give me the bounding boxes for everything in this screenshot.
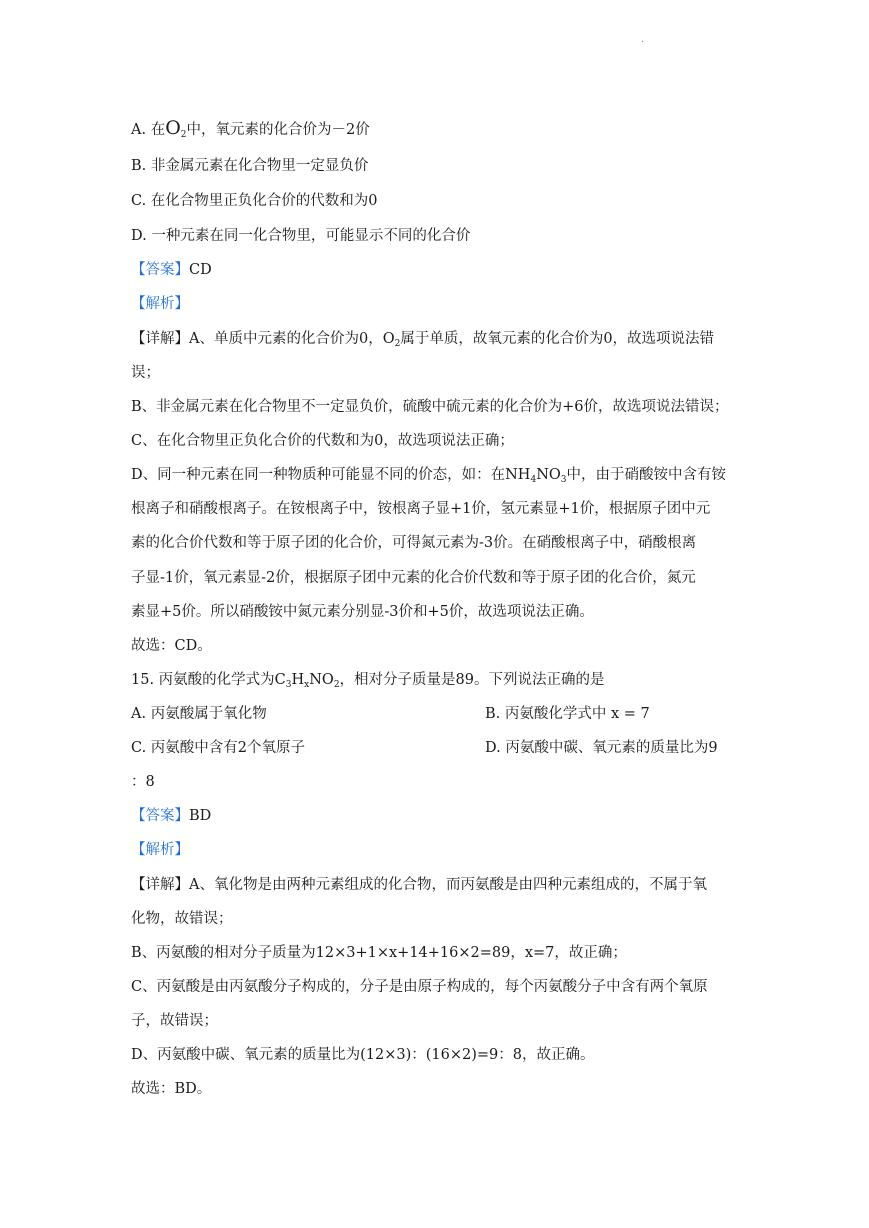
detail-line-1-cont: 误；	[131, 365, 160, 381]
q15-detail-line-3: C、丙氨酸是由丙氨酸分子构成的，分子是由原子构成的，每个丙氨酸分子中含有两个氧原	[131, 979, 708, 995]
choose-line: 故选：CD。	[131, 638, 212, 654]
detail-line-2: B、非金属元素在化合物里不一定显负价，硫酸中硫元素的化合价为+6价，故选项说法错误；	[131, 399, 729, 415]
q15-option-a: A. 丙氨酸属于氧化物	[131, 706, 267, 722]
q15-option-b: B. 丙氨酸化学式中 x = 7	[485, 706, 650, 722]
question-text: ，相对分子质量是89。下列说法正确的是	[339, 672, 605, 688]
answer-tag: 【答案】	[131, 808, 189, 824]
subscript: 3	[285, 680, 292, 690]
q15-answer-line	[131, 806, 211, 826]
answer-value: CD	[189, 262, 212, 278]
detail-text: NO	[536, 467, 561, 483]
detail-text: A、氧化物是由两种元素组成的化合物，而丙氨酸是由四种元素组成的，不属于氧	[189, 877, 707, 893]
detail-text: D、同一种元素在同一种物质种可能显不同的价态，如：在NH	[131, 467, 531, 483]
question-15	[131, 670, 605, 690]
q15-option-c: C. 丙氨酸中含有2个氧原子	[131, 740, 306, 756]
detail-line-8: 素显+5价。所以硝酸铵中氮元素分别显-3价和+5价，故选项说法正确。	[131, 604, 594, 620]
detail-text: A、单质中元素的化合价为0，O	[189, 331, 395, 347]
option-a-prefix: A. 在	[131, 122, 166, 138]
option-a	[131, 118, 370, 140]
q15-analysis-tag	[131, 840, 189, 860]
subscript: 2	[180, 130, 187, 140]
answer-value: BD	[189, 808, 212, 824]
analysis-label: 【解析】	[131, 296, 189, 312]
option-b: B. 非金属元素在化合物里一定显负价	[131, 158, 369, 174]
q15-choose-line: 故选：BD。	[131, 1081, 212, 1097]
detail-text: 属于单质，故氧元素的化合价为0，故选项说法错	[400, 331, 715, 347]
subscript: 2	[394, 339, 401, 349]
detail-tag: 【详解】	[131, 331, 189, 347]
question-text: NO	[309, 672, 334, 688]
q15-option-d: D. 丙氨酸中碳、氧元素的质量比为9	[485, 740, 718, 756]
answer-tag: 【答案】	[131, 262, 189, 278]
analysis-tag	[131, 294, 189, 314]
detail-tag: 【详解】	[131, 877, 189, 893]
answer-line	[131, 260, 212, 280]
detail-line-7: 子显-1价，氧元素显-2价，根据原子团中元素的化合价代数和等于原子团的化合价，氮元	[131, 570, 696, 586]
subscript: 2	[333, 680, 340, 690]
analysis-label: 【解析】	[131, 842, 189, 858]
detail-text: 中，由于硝酸铵中含有铵	[566, 467, 727, 483]
q15-option-d-cont: ：8	[131, 774, 155, 790]
q15-detail-line-1	[131, 875, 707, 895]
detail-line-3: C、在化合物里正负化合价的代数和为0，故选项说法正确；	[131, 433, 514, 449]
detail-line-1	[131, 329, 714, 349]
option-c: C. 在化合物里正负化合价的代数和为0	[131, 193, 378, 209]
question-text: H	[291, 672, 305, 688]
option-d: D. 一种元素在同一化合物里，可能显示不同的化合价	[131, 228, 471, 244]
detail-line-4	[131, 465, 726, 485]
subscript: 4	[530, 475, 537, 485]
detail-line-5: 根离子和硝酸根离子。在铵根离子中，铵根离子显+1价，氢元素显+1价，根据原子团中元	[131, 501, 711, 517]
q15-detail-line-4: D、丙氨酸中碳、氧元素的质量比为(12×3)：(16×2)=9：8，故正确。	[131, 1047, 595, 1063]
q15-detail-line-3-cont: 子，故错误；	[131, 1013, 218, 1029]
subscript: 3	[560, 475, 567, 485]
header-dot: .	[641, 34, 645, 45]
q15-detail-line-2: B、丙氨酸的相对分子质量为12×3+1×x+14+16×2=89，x=7，故正确；	[131, 945, 627, 961]
q15-detail-line-1-cont: 化物，故错误；	[131, 911, 233, 927]
detail-line-6: 素的化合价代数和等于原子团的化合价，可得氮元素为-3价。在硝酸根离子中，硝酸根离	[131, 535, 697, 551]
question-text: 15. 丙氨酸的化学式为C	[131, 672, 286, 688]
oxygen-symbol: O	[165, 117, 181, 139]
subscript: x	[304, 680, 310, 690]
option-a-text: 中，氧元素的化合价为－2价	[186, 122, 370, 138]
